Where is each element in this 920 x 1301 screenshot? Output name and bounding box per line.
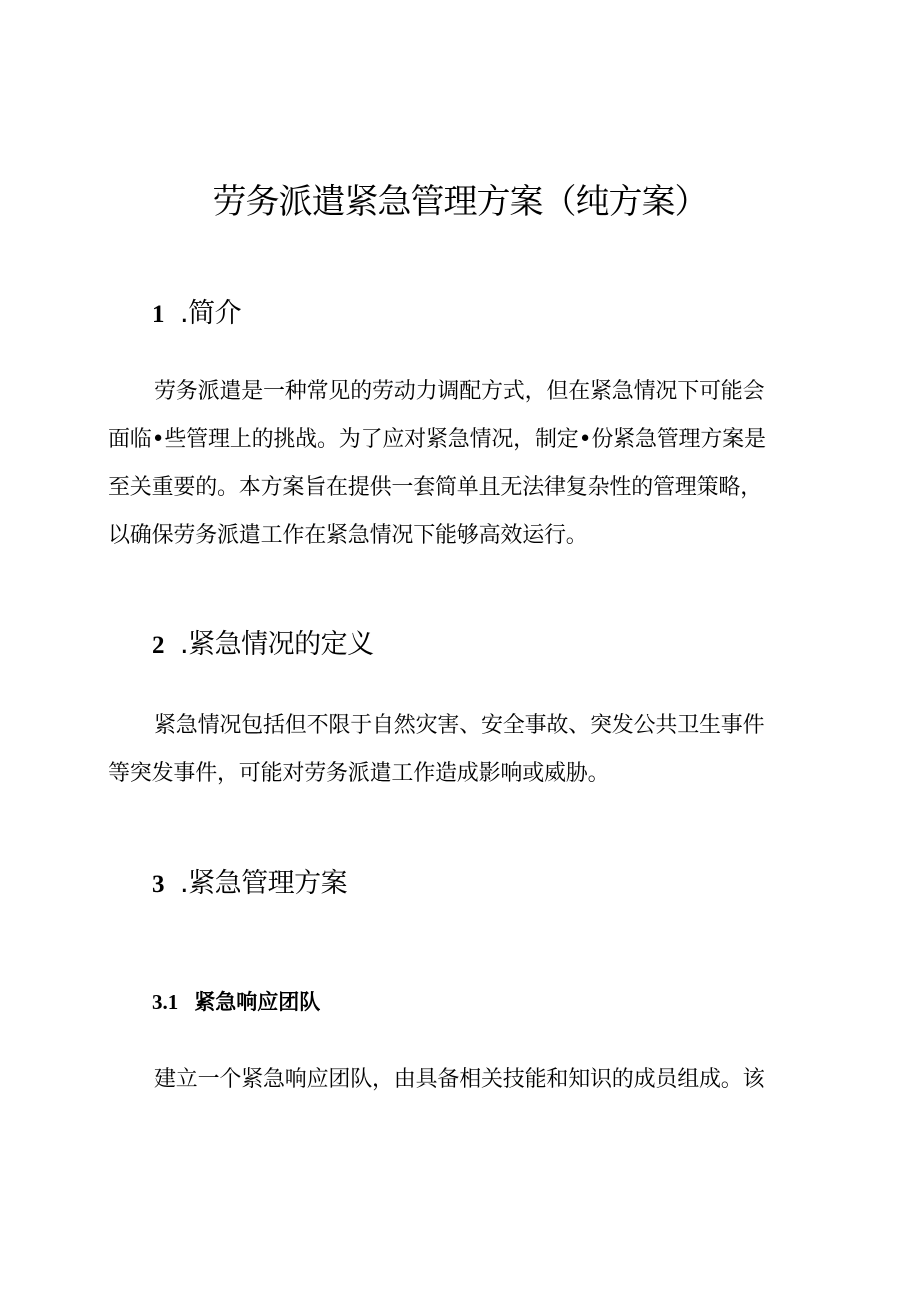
subsection-title: 紧急响应团队: [194, 990, 321, 1014]
paragraph-intro: [108, 368, 808, 560]
paragraph-line: 建立一个紧急响应团队，由具备相关技能和知识的成员组成。该: [154, 1067, 765, 1092]
paragraph-line: 紧急情况包括但不限于自然灾害、安全事故、突发公共卫生事件: [154, 713, 765, 738]
paragraph-line: 劳务派遣是一种常见的劳动力调配方式，但在紧急情况下可能会: [154, 379, 765, 404]
section-number: 2: [152, 632, 164, 659]
section-heading-intro: [152, 296, 241, 333]
section-title: .紧急情况的定义: [180, 629, 374, 660]
paragraph-line: 至关重要的。本方案旨在提供一套简单且无法律复杂性的管理策略，: [108, 475, 763, 500]
section-number: 1: [152, 301, 164, 328]
section-number: 3: [152, 871, 164, 898]
section-heading-definition: [152, 627, 374, 664]
paragraph-line: 等突发事件，可能对劳务派遣工作造成影响或威胁。: [108, 761, 610, 786]
subsection-number: 3.1: [152, 990, 179, 1014]
section-title: .简介: [180, 298, 242, 329]
paragraph-line: 以确保劳务派遣工作在紧急情况下能够高效运行。: [108, 523, 588, 548]
section-title: .紧急管理方案: [180, 868, 348, 899]
document-title: 劳务派遣紧急管理方案（纯方案）: [212, 182, 708, 222]
paragraph-definition: [108, 702, 808, 798]
paragraph-response-team: [108, 1056, 808, 1104]
paragraph-line: 面临•些管理上的挑战。为了应对紧急情况，制定•份紧急管理方案是: [108, 427, 766, 452]
section-heading-plan: [152, 866, 347, 903]
subsection-heading-response-team: [152, 987, 320, 1017]
